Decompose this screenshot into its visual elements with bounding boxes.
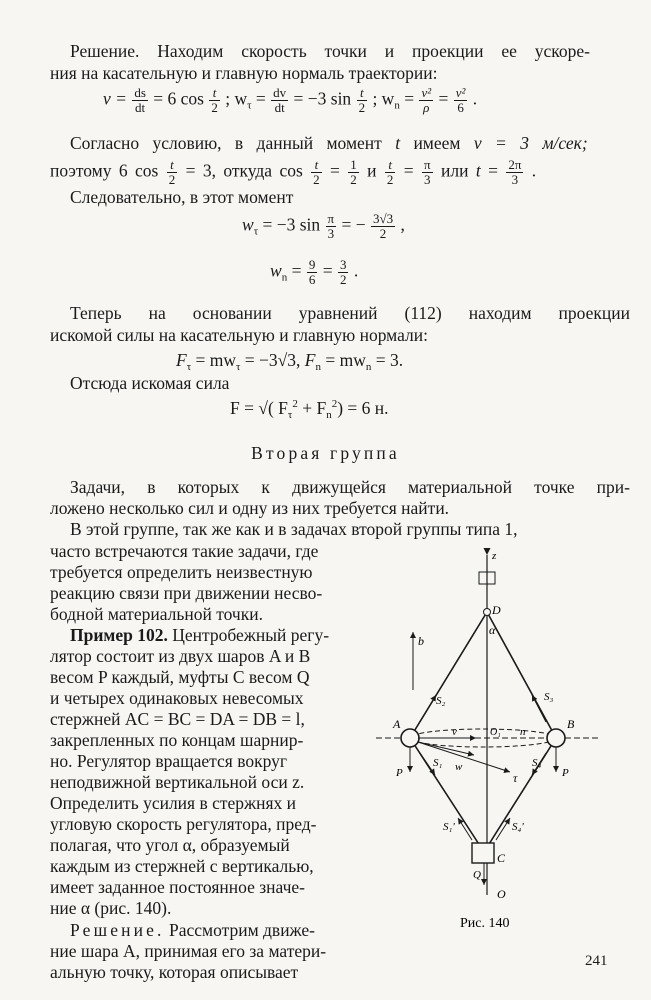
text-line: ложено несколько сил и одну из них требуется найти. (50, 498, 450, 518)
text-line: и четырех одинаковых невесомых (50, 688, 304, 708)
text-line: неподвижной вертикальной оси z. (50, 772, 305, 792)
label-O1: O₁ (490, 727, 501, 738)
sleeve-C (472, 843, 494, 863)
text-line: Определить усилия в стержнях и (50, 793, 297, 813)
label-z: z (492, 550, 497, 562)
rod-DB (487, 612, 556, 738)
text-line: лятор состоит из двух шаров A и B (50, 646, 311, 666)
label-b: b (418, 634, 424, 648)
label-n: n (520, 726, 526, 738)
text-line: реакцию связи при движении несво- (50, 583, 323, 603)
joint-D (484, 609, 491, 616)
formula-velocity: v = $\frac{ds}{dt}$ = 6 cos $\frac{t}{2}$ ; $w_\tau$ = $\frac{dv}{dt}$ = −3 sin $\frac{t}{2}$ ; $w_n$ = $\frac{\text{v²}}{\rho}$ = $\frac{\text{v²}}{6}$ . (103, 85, 478, 115)
label-Q: Q (473, 869, 481, 881)
text-line: Решение. Рассмотрим движе- (70, 920, 316, 940)
figure-caption: Рис. 140 (460, 916, 510, 931)
label-D: D (492, 603, 501, 617)
text-line: Теперь на основании уравнений (112) находим проекции (70, 303, 630, 323)
text-line: требуется определить неизвестную (50, 562, 313, 582)
text-line: ние шара A, принимая его за матери- (50, 941, 327, 961)
label-P-B: P (562, 767, 569, 779)
label-tau: τ (513, 771, 518, 785)
label-wt: w (455, 761, 463, 773)
label-S1p: S₁' (443, 821, 455, 833)
formula-total-force: F = √( $F_\tau^2 + F_n^2) = 6$ н. (230, 398, 389, 421)
text-line: закрепленных по концам шарнир- (50, 730, 304, 750)
label-C: C (497, 851, 506, 865)
label-S4: S₄ (532, 757, 542, 769)
text-line: Задачи, в которых к движущейся материальной точке при- (70, 477, 630, 497)
arrow-wt (418, 742, 474, 755)
ball-A (401, 729, 419, 747)
text-line: искомой силы на касательную и главную нормали: (50, 325, 429, 345)
text-line: поэтому 6 cos $\frac{t}{2}$ = 3, откуда cos $\frac{t}{2}$ = $\frac{1}{2}$ и $\frac{t}{2}$ = $\frac{\pi}{3}$ или t = $\frac{2\pi}{3}$ . (50, 157, 537, 187)
text-line: угловую скорость регулятора, пред- (50, 814, 317, 834)
text-line: Согласно условию, в данный момент t имеем v = 3 м/сек; (70, 133, 588, 153)
label-S4p: S₄' (512, 821, 524, 833)
label-alpha: α (489, 623, 496, 637)
label-vn: v (452, 726, 457, 738)
text-line: весом P каждый, муфты C весом Q (50, 667, 310, 687)
text-line: ние α (рис. 140). (50, 898, 172, 918)
label-A: A (393, 717, 401, 731)
ball-B (547, 729, 565, 747)
label-S1: S₁ (433, 757, 443, 769)
text-line: Следовательно, в этот момент (70, 187, 294, 207)
page-number: 241 (585, 953, 608, 969)
section-title: Вторая группа (251, 443, 400, 463)
text-line: стержней AC = BC = DA = DB = l, (50, 709, 305, 729)
label-S2: S₂ (436, 695, 446, 707)
text-line: В этой группе, так же как и в задачах второй группы типа 1, (70, 519, 518, 539)
text-line: но. Регулятор вращается вокруг (50, 751, 288, 771)
text-line: альную точку, которая описывает (50, 962, 299, 982)
text-line: имеет заданное постоянное значе- (50, 877, 305, 897)
text-line: Пример 102. Центробежный регу- (70, 625, 330, 645)
arrow-S2 (420, 695, 436, 722)
label-B: B (567, 717, 575, 731)
text-line: Отсюда искомая сила (70, 373, 230, 393)
formula-wn: $w_n$ = $\frac{9}{6}$ = $\frac{3}{2}$ . (270, 257, 359, 287)
text-line: полагая, что угол α, образуемый (50, 835, 290, 855)
text-line: ния на касательную и главную нормаль траектории: (50, 63, 438, 83)
formula-forces: $F_\tau = mw_\tau = -3√3$, $F_n = mw_n = 3$. (176, 350, 404, 373)
label-P-A: P (396, 767, 403, 779)
formula-wt: $w_\tau = -3$ sin $\frac{\pi}{3}$ = − $\frac{3√3}{2}$ , (242, 211, 405, 241)
text-line: часто встречаются такие задачи, где (50, 541, 319, 561)
label-S3: S₃ (544, 691, 554, 703)
text-line: бодной материальной точки. (50, 604, 263, 624)
label-O: O (497, 887, 506, 901)
arrow-tau (418, 742, 510, 772)
text-line: Решение. Находим скорость точки и проекции ее ускоре- (70, 41, 590, 61)
text-line: каждым из стержней с вертикалью, (50, 856, 314, 876)
